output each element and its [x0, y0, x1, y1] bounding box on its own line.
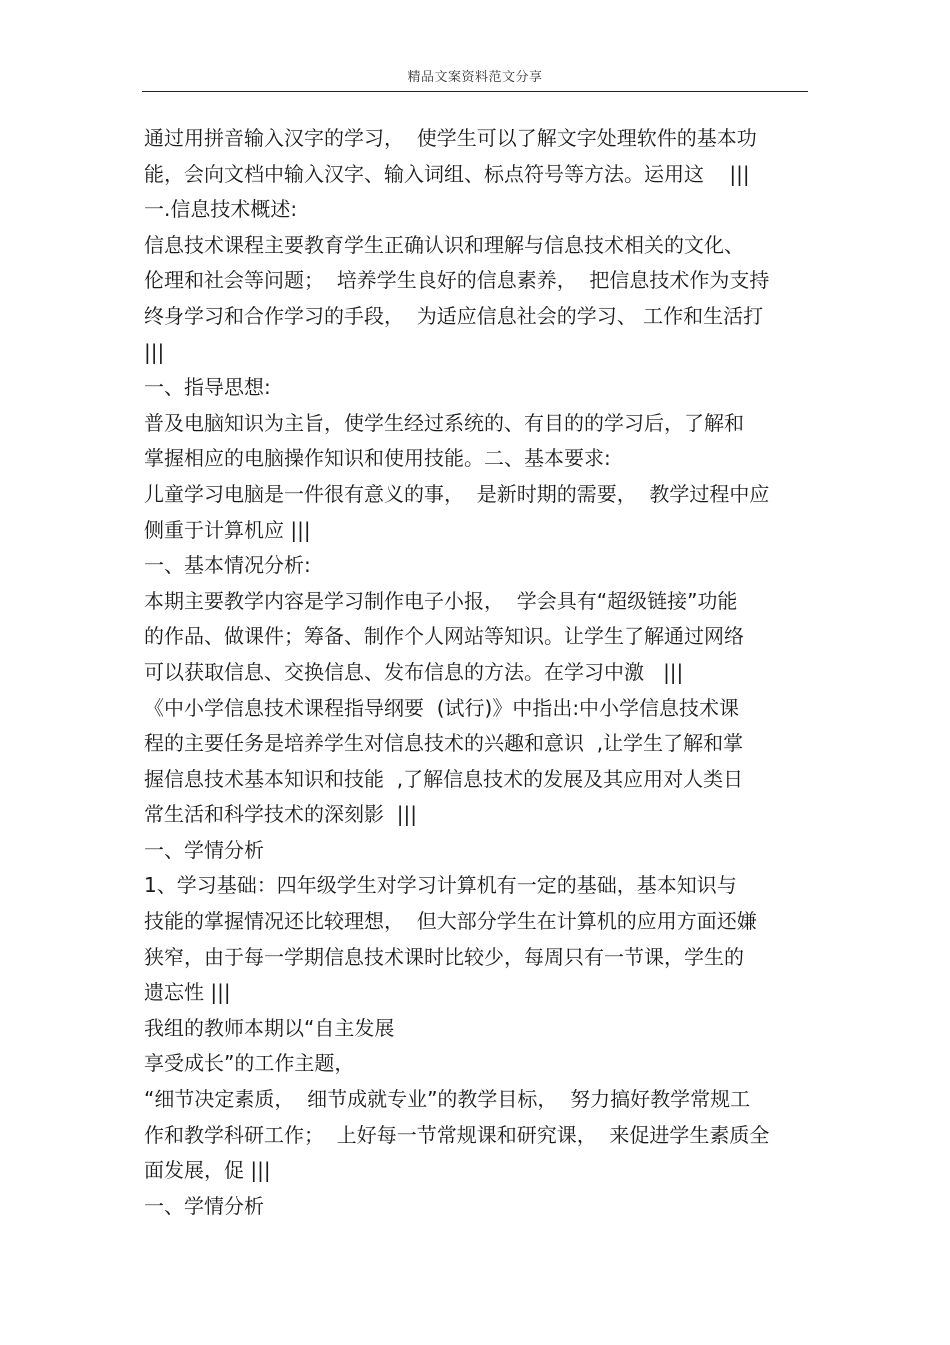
text-line: 常生活和科学技术的深刻影 ||| [144, 802, 417, 827]
text-line: 作和教学科研工作； 上好每一节常规课和研究课， 来促进学生素质全 [144, 1122, 770, 1147]
text-line: 享受成长”的工作主题， [144, 1051, 355, 1076]
text-line: 能，会向文档中输入汉字、输入词组、标点符号等方法。运用这 ||| [144, 161, 750, 186]
section-heading: 一.信息技术概述: [144, 197, 298, 222]
section-heading: 一、指导思想: [144, 375, 271, 400]
section-heading: 一、学情分析 [144, 1193, 264, 1218]
text-line: 面发展，促 ||| [144, 1158, 271, 1183]
text-line: 终身学习和合作学习的手段， 为适应信息社会的学习、 工作和生活打 [144, 303, 764, 328]
document-body [144, 121, 809, 1224]
text-line: 狭窄，由于每一学期信息技术课时比较少，每周只有一节课，学生的 [144, 944, 744, 969]
text-line: 《中小学信息技术课程指导纲要 (试行)》中指出:中小学信息技术课 [144, 695, 740, 720]
text-line: 可以获取信息、交换信息、发布信息的方法。在学习中激 ||| [144, 659, 684, 684]
text-line: 信息技术课程主要教育学生正确认识和理解与信息技术相关的文化、 [144, 232, 744, 257]
text-line: ||| [144, 339, 165, 364]
page-header-title: 精品文案资料范文分享 [407, 70, 543, 85]
text-line: 通过用拼音输入汉字的学习， 使学生可以了解文字处理软件的基本功 [144, 126, 757, 150]
text-line: 掌握相应的电脑操作知识和使用技能。二、基本要求: [144, 446, 611, 471]
text-line: 技能的掌握情况还比较理想， 但大部分学生在计算机的应用方面还嫌 [144, 909, 757, 934]
text-line: 握信息技术基本知识和技能 ,了解信息技术的发展及其应用对人类日 [144, 766, 744, 791]
text-line: 1、学习基础：四年级学生对学习计算机有一定的基础，基本知识与 [144, 873, 737, 898]
text-line: 伦理和社会等问题； 培养学生良好的信息素养， 把信息技术作为支持 [144, 268, 770, 293]
text-line: 的作品、做课件；筹备、制作个人网站等知识。让学生了解通过网络 [144, 624, 744, 649]
section-heading: 一、学情分析 [144, 837, 264, 862]
text-line: 普及电脑知识为主旨，使学生经过系统的、有目的的学习后，了解和 [144, 410, 744, 435]
text-line: 侧重于计算机应 ||| [144, 517, 311, 542]
section-heading: 一、基本情况分析: [144, 553, 311, 578]
text-line: “细节决定素质， 细节成就专业”的教学目标， 努力搞好教学常规工 [144, 1087, 751, 1112]
text-line: 本期主要教学内容是学习制作电子小报， 学会具有“超级链接”功能 [144, 588, 738, 613]
header-divider [142, 91, 808, 92]
text-line: 程的主要任务是培养学生对信息技术的兴趣和意识 ,让学生了解和掌 [144, 731, 744, 756]
text-line: 遗忘性 ||| [144, 980, 231, 1005]
text-line: 我组的教师本期以“自主发展 [144, 1015, 395, 1040]
text-line: 儿童学习电脑是一件很有意义的事， 是新时期的需要， 教学过程中应 [144, 481, 770, 506]
